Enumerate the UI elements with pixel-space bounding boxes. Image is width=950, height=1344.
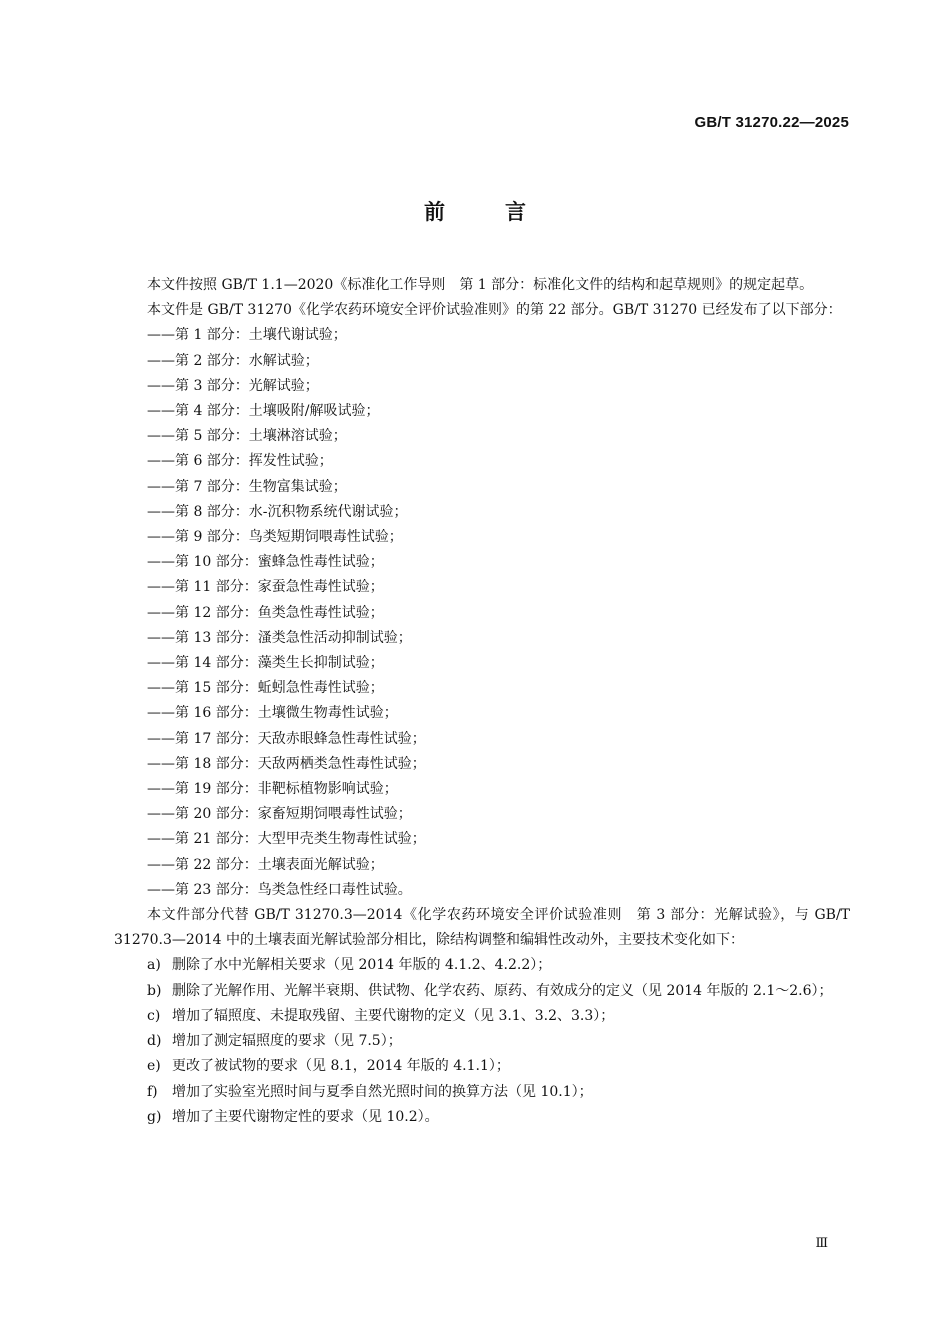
list-item-text: 增加了主要代谢物定性的要求（见 10.2）。 [172,1108,439,1125]
list-item-text: 删除了水中光解相关要求（见 2014 年版的 4.1.2、4.2.2）； [172,957,552,974]
list-item: ——第 18 部分：天敌两栖类急性毒性试验； [147,755,426,772]
list-item: ——第 3 部分：光解试验； [147,377,319,394]
list-item: ——第 11 部分：家蚕急性毒性试验； [147,579,384,596]
list-item: ——第 15 部分：蚯蚓急性毒性试验； [147,680,384,697]
changes-list [114,953,850,1129]
list-item-text: 增加了测定辐照度的要求（见 7.5）； [172,1033,402,1050]
list-item [114,1054,850,1079]
list-item: ——第 12 部分：鱼类急性毒性试验； [147,604,384,621]
page-title: 前言 [424,200,586,224]
list-item: ——第 8 部分：水-沉积物系统代谢试验； [147,503,408,520]
list-item: ——第 10 部分：蜜蜂急性毒性试验； [147,554,384,571]
standard-number: GB/T 31270.22—2025 [694,114,849,131]
list-marker: c) [147,1007,161,1024]
list-item: ——第 22 部分：土壤表面光解试验； [147,856,384,873]
list-item: ——第 6 部分：挥发性试验； [147,453,333,470]
list-item: ——第 13 部分：溞类急性活动抑制试验； [147,629,412,646]
list-marker: d) [147,1033,162,1050]
list-item: ——第 7 部分：生物富集试验； [147,478,347,495]
list-item: ——第 19 部分：非靶标植物影响试验； [147,781,398,798]
list-item-text: 增加了辐照度、未提取残留、主要代谢物的定义（见 3.1、3.2、3.3）； [172,1007,615,1024]
list-item: ——第 4 部分：土壤吸附/解吸试验； [147,403,380,420]
list-marker: b) [147,982,162,999]
list-marker: e) [147,1058,161,1075]
list-item: ——第 9 部分：鸟类短期饲喂毒性试验； [147,529,403,546]
list-item: ——第 2 部分：水解试验； [147,352,319,369]
list-item [114,953,850,978]
paragraph-replacement-note: 本文件部分代替 GB/T 31270.3—2014《化学农药环境安全评价试验准则 第 3 部分：光解试验》，与 GB/T 31270.3—2014 中的土壤表面光解试验部分相比，除结构调整和编辑性改动外，主要技术变化如下： [114,907,850,949]
parts-list [114,323,850,903]
list-item [114,1105,850,1130]
list-item [114,1004,850,1029]
page-number: Ⅲ [815,1236,828,1251]
list-marker: g) [147,1108,162,1125]
paragraph-series-intro: 本文件是 GB/T 31270《化学农药环境安全评价试验准则》的第 22 部分。GB/T 31270 已经发布了以下部分： [147,302,842,319]
list-item: ——第 17 部分：天敌赤眼蜂急性毒性试验； [147,730,426,747]
list-item: ——第 1 部分：土壤代谢试验； [147,327,347,344]
list-item-text: 增加了实验室光照时间与夏季自然光照时间的换算方法（见 10.1）； [172,1083,593,1100]
list-item: ——第 5 部分：土壤淋溶试验； [147,428,347,445]
list-marker: f) [147,1083,158,1100]
list-marker: a) [147,957,161,974]
list-item: ——第 16 部分：土壤微生物毒性试验； [147,705,398,722]
list-item: ——第 21 部分：大型甲壳类生物毒性试验； [147,831,426,848]
list-item [114,979,850,1004]
list-item [114,1029,850,1054]
list-item: ——第 14 部分：藻类生长抑制试验； [147,655,384,672]
list-item: ——第 23 部分：鸟类急性经口毒性试验。 [147,881,412,898]
list-item-text: 更改了被试物的要求（见 8.1，2014 年版的 4.1.1）； [172,1058,510,1075]
paragraph-drafting-rules: 本文件按照 GB/T 1.1—2020《标准化工作导则 第 1 部分：标准化文件的结构和起草规则》的规定起草。 [147,277,814,293]
list-item-text: 删除了光解作用、光解半衰期、供试物、化学农药、原药、有效成分的定义（见 2014 年版的 2.1～2.6）； [172,982,833,999]
document-body [114,273,850,1130]
list-item: ——第 20 部分：家畜短期饲喂毒性试验； [147,806,412,823]
list-item [114,1080,850,1105]
